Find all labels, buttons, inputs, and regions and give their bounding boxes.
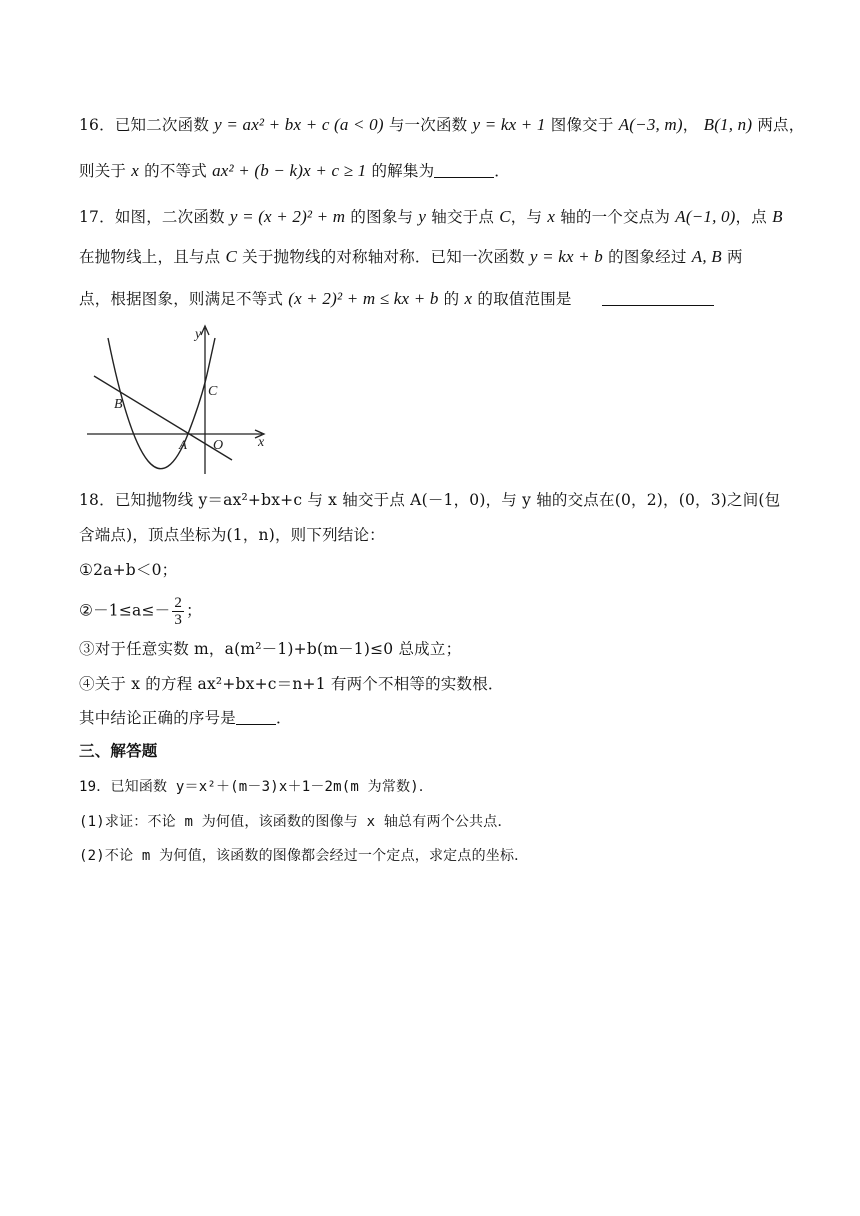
q17-inequality: (x + 2)² + m ≤ kx + b	[288, 289, 439, 308]
q18-number: 18．	[79, 491, 115, 509]
q18-line-1	[79, 490, 780, 510]
q18-conclusion: ③对于任意实数 m，a(m²－1)+b(m－1)≤0 总成立；	[79, 640, 462, 658]
q19-part-1: (1)求证：不论 m 为何值，该函数的图像与 x 轴总有两个公共点．	[79, 814, 512, 830]
q17-quadratic: y = (x + 2)² + m	[229, 207, 346, 226]
q16-linear: y = kx + 1	[472, 115, 546, 134]
q16-inequality: ax² + (b − k)x + c ≥ 1	[212, 161, 367, 180]
fraction-numerator: 2	[174, 595, 183, 611]
q18-choice-4	[79, 674, 504, 694]
q18-conclusion: ②－1≤a≤－	[79, 601, 171, 620]
q17-linear: y = kx + b	[529, 247, 603, 266]
q17-text: 的图象与	[350, 208, 414, 226]
q17-text: 的	[443, 290, 460, 308]
q18-choice-3	[79, 639, 461, 659]
q17-var-y: y	[418, 207, 427, 226]
q19-part-2: (2)不论 m 为何值，该函数的图像都会经过一个定点，求定点的坐标．	[79, 848, 529, 864]
q17-text: 轴交于点	[431, 208, 495, 226]
q17-var-x: x	[464, 289, 473, 308]
q16-text: 两点，	[757, 116, 805, 134]
q17-text: 的取值范围是	[477, 290, 572, 308]
q18-answer-blank[interactable]	[236, 709, 276, 725]
graph-label-b: B	[114, 397, 123, 412]
q17-line-3	[79, 289, 714, 309]
q16-line-1	[79, 115, 804, 135]
q17-line-2	[79, 247, 743, 267]
q18-choice-2	[79, 595, 202, 628]
q18-text: ．	[276, 709, 292, 727]
q17-text: 的图象经过	[608, 248, 687, 266]
section-heading: 三、解答题	[79, 741, 158, 760]
graph-label-c: C	[208, 384, 218, 399]
q16-text: 已知二次函数	[114, 116, 210, 134]
q17-point-b: B	[772, 207, 783, 226]
q17-text: 关于抛物线的对称轴对称．已知一次函数	[242, 248, 525, 266]
q16-point-a: A(−3, m)	[618, 115, 683, 134]
parabola-curve	[108, 338, 215, 469]
q17-text: ，点	[735, 208, 767, 226]
q18-conclusion: ；	[186, 601, 202, 620]
q16-line-2	[79, 161, 510, 181]
q16-quadratic: y = ax² + bx + c (a < 0)	[214, 115, 384, 134]
q16-text: 图像交于	[550, 116, 614, 134]
q17-text: 如图，二次函数	[114, 208, 225, 226]
q17-point-a: A(−1, 0)	[675, 207, 736, 226]
q16-text: 与一次函数	[388, 116, 468, 134]
q17-point-c: C	[499, 207, 511, 226]
q17-text: 轴的一个交点为	[560, 208, 671, 226]
q19-line-1: 19．已知函数 y＝x²＋(m－3)x＋1－2m(m 为常数)．	[79, 779, 434, 795]
q16-number: 16．	[79, 116, 115, 134]
q17-answer-blank[interactable]	[602, 290, 714, 306]
q18-ask	[79, 708, 292, 728]
q18-conclusion: ④关于 x 的方程 ax²+bx+c＝n+1 有两个不相等的实数根．	[79, 675, 504, 693]
q16-text: 的解集为	[371, 162, 435, 180]
q16-text: 的不等式	[144, 162, 207, 180]
q18-text: 含端点)，顶点坐标为(1，n)，则下列结论：	[79, 526, 385, 544]
q18-choice-1	[79, 560, 177, 580]
q18-line-2	[79, 525, 385, 545]
q18-conclusion: ①2a+b＜0；	[79, 561, 178, 579]
q16-text: 则关于	[79, 162, 127, 180]
graph-label-x: x	[258, 435, 265, 450]
q17-var-x: x	[547, 207, 556, 226]
q17-line-1	[79, 207, 783, 227]
q17-text: 两	[727, 248, 743, 266]
q16-text: ．	[494, 162, 510, 180]
q17-points-ab: A, B	[691, 247, 722, 266]
fraction-denominator: 3	[174, 612, 183, 628]
graph-label-a: A	[179, 437, 187, 452]
q17-text: 在抛物线上，且与点	[79, 248, 221, 266]
q17-number: 17．	[79, 208, 115, 226]
q16-var-x: x	[131, 161, 139, 180]
fraction	[172, 595, 184, 628]
q16-text: ，	[682, 116, 699, 134]
q17-point-c: C	[225, 247, 237, 266]
q18-text: 其中结论正确的序号是	[79, 709, 237, 727]
q17-text: ，与	[510, 208, 543, 226]
q18-text: 已知抛物线 y＝ax²+bx+c 与 x 轴交于点 A(－1，0)，与 y 轴的交点在(0，2)，(0，3)之间(包	[114, 491, 781, 509]
q16-answer-blank[interactable]	[434, 162, 494, 178]
q17-graph	[84, 322, 276, 478]
q16-point-b: B(1, n)	[703, 115, 753, 134]
graph-label-y: y	[195, 327, 202, 342]
q17-text: 点，根据图象，则满足不等式	[79, 290, 284, 308]
graph-label-origin: O	[213, 438, 224, 453]
